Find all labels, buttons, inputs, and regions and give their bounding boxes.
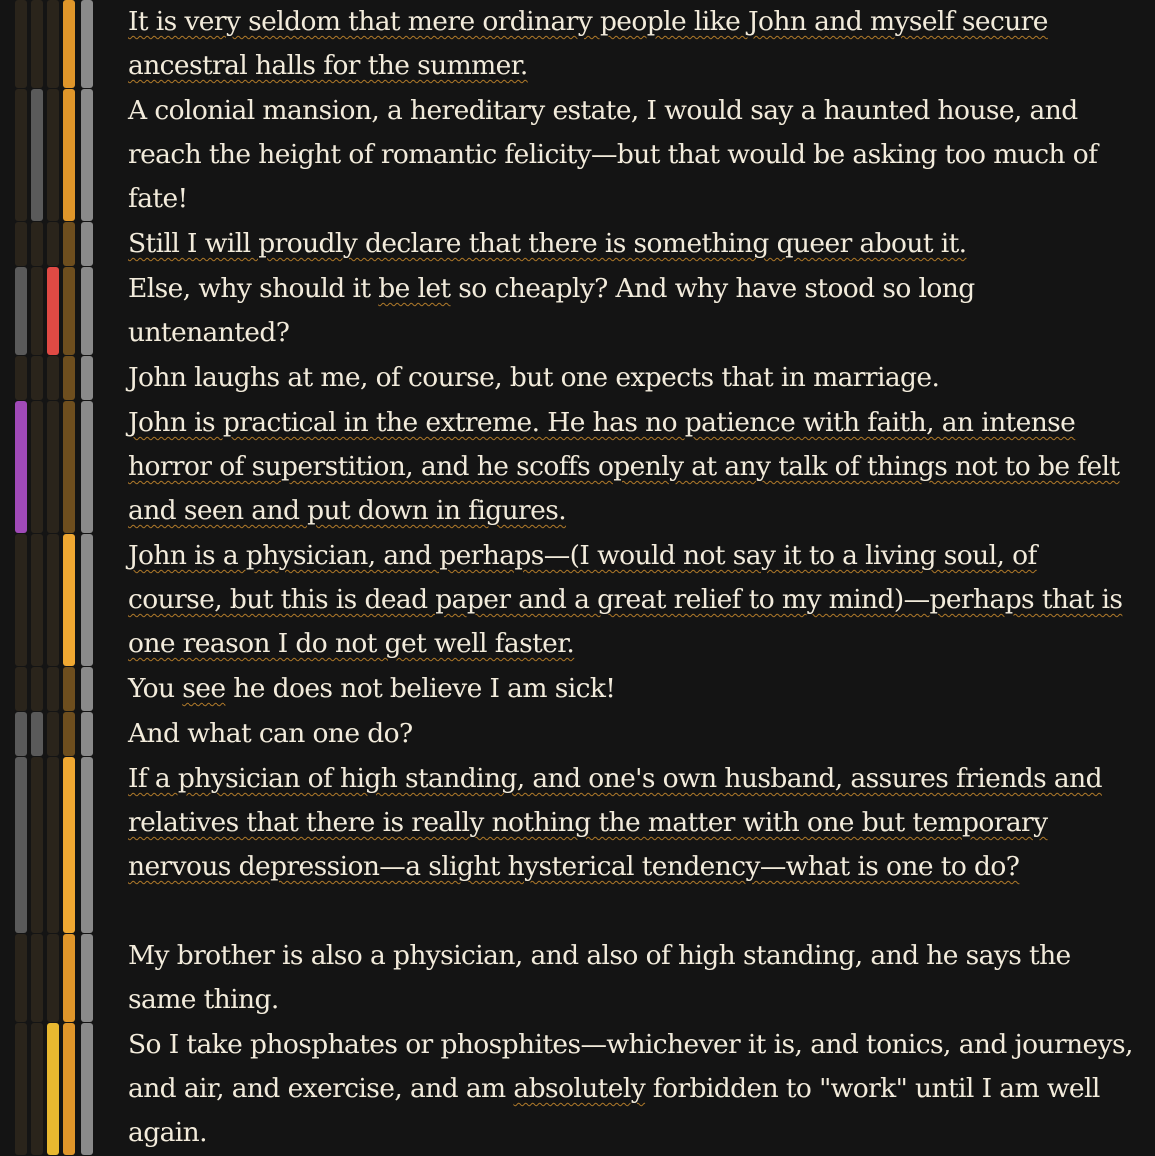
paragraph-row[interactable] [0, 267, 1155, 355]
paragraph-row[interactable] [0, 89, 1155, 221]
paragraph-text[interactable] [128, 356, 1138, 400]
annotation-bar[interactable] [15, 534, 27, 666]
annotation-bar[interactable] [47, 1023, 59, 1155]
annotation-bar[interactable] [31, 267, 43, 355]
annotation-bar[interactable] [15, 356, 27, 400]
annotation-bar[interactable] [81, 356, 93, 400]
annotation-bar[interactable] [81, 89, 93, 221]
annotation-bar[interactable] [31, 934, 43, 1022]
annotation-bar[interactable] [63, 934, 75, 1022]
annotation-bar[interactable] [31, 534, 43, 666]
text-segment: he does not believe I am sick! [225, 673, 616, 704]
annotation-gutter [15, 267, 97, 355]
annotation-bar[interactable] [81, 712, 93, 756]
flagged-text-segment[interactable]: It is very seldom that mere ordinary people like John and myself secure ancestral halls for the summer. [128, 6, 1048, 81]
annotation-bar[interactable] [15, 934, 27, 1022]
annotation-gutter [15, 534, 97, 666]
annotation-bar[interactable] [15, 667, 27, 711]
annotation-bar[interactable] [15, 0, 27, 88]
annotation-bar[interactable] [15, 757, 27, 933]
annotation-bar[interactable] [31, 356, 43, 400]
paragraph-row[interactable] [0, 712, 1155, 756]
text-segment: so cheaply? And why have stood so long untenanted? [128, 273, 975, 348]
annotation-bar[interactable] [15, 1023, 27, 1155]
paragraph-row[interactable] [0, 0, 1155, 88]
flagged-text-segment[interactable]: If a physician of high standing, and one's own husband, assures friends and relatives that there is really nothing the matter with one but temporary nervous depression—a slight hysterical tendency—what is one to do? [128, 763, 1102, 882]
text-segment: forbidden to "work" until I am well again. [128, 1073, 1100, 1148]
annotation-bar[interactable] [81, 401, 93, 533]
flagged-text-segment[interactable]: be let [378, 273, 451, 304]
annotation-gutter [15, 757, 97, 933]
paragraph-row[interactable] [0, 401, 1155, 533]
annotation-gutter [15, 934, 97, 1022]
annotation-bar[interactable] [47, 356, 59, 400]
paragraph-row[interactable] [0, 667, 1155, 711]
annotation-bar[interactable] [81, 534, 93, 666]
annotation-gutter [15, 89, 97, 221]
paragraph-row[interactable] [0, 222, 1155, 266]
annotation-bar[interactable] [47, 401, 59, 533]
annotation-bar[interactable] [63, 401, 75, 533]
annotation-bar[interactable] [47, 89, 59, 221]
paragraph-row[interactable] [0, 1023, 1155, 1155]
annotation-bar[interactable] [47, 534, 59, 666]
text-segment: John laughs at me, of course, but one expects that in marriage. [128, 362, 940, 393]
paragraph-row[interactable] [0, 356, 1155, 400]
annotation-bar[interactable] [31, 89, 43, 221]
annotation-bar[interactable] [15, 712, 27, 756]
annotation-bar[interactable] [81, 1023, 93, 1155]
annotation-bar[interactable] [47, 712, 59, 756]
paragraph-text[interactable] [128, 667, 1138, 711]
annotation-bar[interactable] [47, 267, 59, 355]
paragraph-row[interactable] [0, 934, 1155, 1022]
paragraph-text[interactable] [128, 222, 1138, 266]
flagged-text-segment[interactable]: absolutely [513, 1073, 646, 1104]
annotation-bar[interactable] [15, 222, 27, 266]
annotation-bar[interactable] [47, 667, 59, 711]
text-segment: A colonial mansion, a hereditary estate, I would say a haunted house, and reach the height of romantic felicity—but that would be asking too much of fate! [128, 95, 1098, 214]
annotation-bar[interactable] [63, 712, 75, 756]
annotation-bar[interactable] [47, 222, 59, 266]
annotation-bar[interactable] [81, 934, 93, 1022]
text-segment: So I take phosphates or phosphites—whichever it is, and tonics, and journeys, and air, and exercise, and am [128, 1029, 1133, 1104]
annotation-gutter [15, 222, 97, 266]
annotation-bar[interactable] [31, 667, 43, 711]
paragraph-text[interactable] [128, 0, 1138, 88]
annotation-bar[interactable] [31, 712, 43, 756]
annotation-bar[interactable] [81, 0, 93, 88]
paragraph-text[interactable] [128, 401, 1138, 533]
annotation-bar[interactable] [81, 222, 93, 266]
text-segment: And what can one do? [128, 718, 413, 749]
annotation-bar[interactable] [81, 757, 93, 933]
paragraph-text[interactable] [128, 89, 1138, 221]
annotation-bar[interactable] [31, 1023, 43, 1155]
flagged-text-segment[interactable]: see [182, 673, 226, 704]
annotation-bar[interactable] [63, 0, 75, 88]
paragraph-text[interactable] [128, 1023, 1138, 1155]
annotation-bar[interactable] [15, 267, 27, 355]
annotation-gutter [15, 712, 97, 756]
annotation-bar[interactable] [63, 1023, 75, 1155]
annotation-bar[interactable] [47, 934, 59, 1022]
annotation-bar[interactable] [63, 222, 75, 266]
paragraph-text[interactable] [128, 757, 1138, 889]
annotation-bar[interactable] [31, 0, 43, 88]
paragraph-text[interactable] [128, 267, 1138, 355]
annotation-bar[interactable] [63, 267, 75, 355]
paragraph-text[interactable] [128, 934, 1138, 1022]
text-segment: You [128, 673, 183, 704]
annotation-bar[interactable] [31, 401, 43, 533]
annotation-bar[interactable] [31, 757, 43, 933]
annotation-bar[interactable] [47, 757, 59, 933]
annotation-bar[interactable] [15, 401, 27, 533]
flagged-text-segment[interactable]: John is practical in the extreme. He has no patience with faith, an intense horror of superstition, and he scoffs openly at any talk of things not to be felt and seen and put down in figures. [128, 407, 1120, 526]
annotation-gutter [15, 0, 97, 88]
flagged-text-segment[interactable]: Still I will proudly declare that there is something queer about it. [128, 228, 967, 259]
annotation-bar[interactable] [63, 667, 75, 711]
annotation-bar[interactable] [31, 222, 43, 266]
paragraph-text[interactable] [128, 712, 1138, 756]
annotation-gutter [15, 356, 97, 400]
annotation-bar[interactable] [63, 356, 75, 400]
annotation-bar[interactable] [63, 89, 75, 221]
annotation-bar[interactable] [47, 0, 59, 88]
annotation-bar[interactable] [81, 267, 93, 355]
annotation-bar[interactable] [81, 667, 93, 711]
annotation-bar[interactable] [15, 89, 27, 221]
paragraph-row[interactable] [0, 757, 1155, 933]
annotation-bar[interactable] [63, 757, 75, 933]
paragraph-text[interactable] [128, 534, 1138, 666]
text-segment: My brother is also a physician, and also of high standing, and he says the same thing. [128, 940, 1071, 1015]
annotation-gutter [15, 401, 97, 533]
annotation-bar[interactable] [63, 534, 75, 666]
annotation-gutter [15, 1023, 97, 1155]
annotation-gutter [15, 667, 97, 711]
text-segment: Else, why should it [128, 273, 379, 304]
flagged-text-segment[interactable]: John is a physician, and perhaps—(I would not say it to a living soul, of course, but this is dead paper and a great relief to my mind)—perhaps that is one reason I do not get well faster. [128, 540, 1123, 659]
paragraph-row[interactable] [0, 534, 1155, 666]
